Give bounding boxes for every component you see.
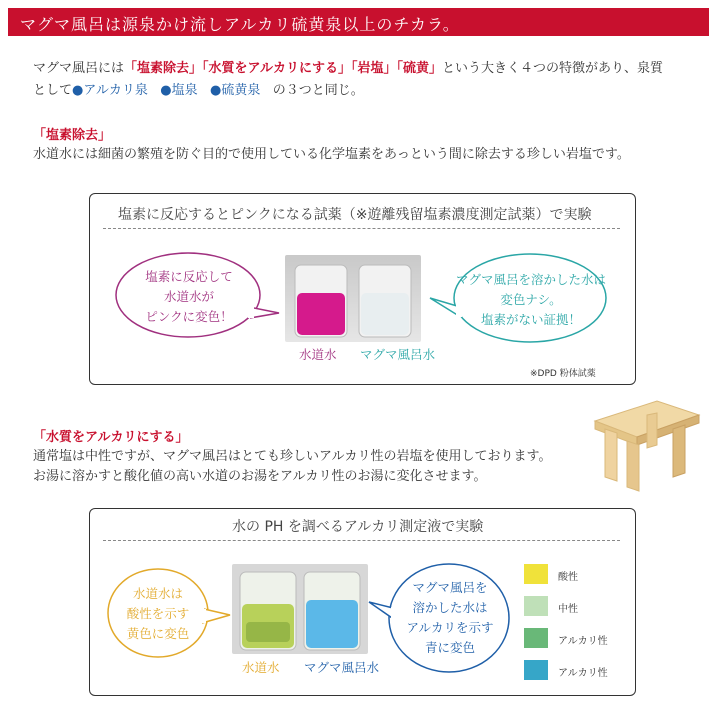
- legend-swatch-neutral: [524, 596, 548, 616]
- beakers-photo-chlorine: [285, 255, 421, 342]
- beakers-photo-ph: [232, 564, 368, 654]
- intro-line-1: [33, 58, 663, 80]
- caption-tap-water: 水道水: [242, 660, 280, 675]
- feature-chlorine: 「塩素除去」: [124, 61, 203, 76]
- divider: [103, 540, 620, 541]
- intro-text: として: [33, 83, 73, 98]
- experiment-title-chlorine: 塩素に反応するとピンクになる試薬（※遊離残留塩素濃度測定試薬）で実験: [118, 207, 592, 223]
- intro-text: という大きく４つの特徴があり、泉質: [442, 61, 664, 76]
- caption-tap-water: 水道水: [299, 347, 337, 362]
- experiment-title-alkaline: 水の PH を調べるアルカリ測定液で実験: [232, 519, 484, 535]
- section-body-alkaline-1: 通常塩は中性ですが、マグマ風呂はとても珍しいアルカリ性の岩塩を使用しております。: [33, 449, 552, 464]
- feature-sulfur: 「硫黄」: [396, 61, 443, 76]
- spring-salt: ●塩泉: [160, 83, 198, 98]
- feature-rock-salt: 「岩塩」: [351, 61, 397, 76]
- spring-alkaline: ●アルカリ泉: [72, 83, 148, 98]
- intro-text: の３つと同じ。: [272, 83, 364, 98]
- bubble-tap-water-pink: 塩素に反応して 水道水が ピンクに変色！: [145, 269, 233, 324]
- bubble-magma-blue: マグマ風呂を 溶かした水は アルカリを示す 青に変色: [406, 580, 494, 655]
- intro-line-2: [33, 80, 364, 102]
- banner-text: マグマ風呂は源泉かけ流しアルカリ硫黄泉以上のチカラ。: [20, 15, 460, 34]
- wooden-stool-image: [587, 393, 703, 493]
- title-banner: [8, 8, 709, 36]
- section-heading-chlorine: 「塩素除去」: [33, 128, 112, 143]
- legend-label-alkaline: アルカリ性: [558, 636, 608, 647]
- legend-label-strong-alkaline: アルカリ性: [558, 668, 608, 679]
- caption-magma-water: マグマ風呂水: [304, 660, 380, 675]
- section-body-chlorine: 水道水には細菌の繁殖を防ぐ目的で使用している化学塩素をあっという間に除去する珍しい岩塩です。: [33, 147, 630, 162]
- caption-magma-water: マグマ風呂水: [360, 347, 436, 362]
- legend-label-neutral: 中性: [558, 604, 578, 615]
- section-body-alkaline-2: お湯に溶かすと酸化値の高い水道のお湯をアルカリ性のお湯に変化させます。: [33, 469, 487, 484]
- bubble-tap-water-yellow: 水道水は 酸性を示す 黄色に変色: [126, 586, 190, 641]
- bubble-magma-no-change: マグマ風呂を溶かした水は 変色ナシ。 塩素がない証拠！: [455, 272, 606, 327]
- legend-label-acidic: 酸性: [558, 572, 578, 583]
- intro-text: マグマ風呂には: [33, 61, 125, 76]
- section-heading-alkaline: 「水質をアルカリにする」: [33, 430, 189, 445]
- reagent-note: ※DPD 粉体試薬: [530, 369, 596, 379]
- feature-alkaline: 「水質をアルカリにする」: [202, 61, 352, 76]
- legend-swatch-acidic: [524, 564, 548, 584]
- legend-swatch-strong-alkaline: [524, 660, 548, 680]
- divider: [103, 228, 620, 229]
- spring-sulfur: ●硫黄泉: [210, 83, 261, 98]
- legend-swatch-alkaline: [524, 628, 548, 648]
